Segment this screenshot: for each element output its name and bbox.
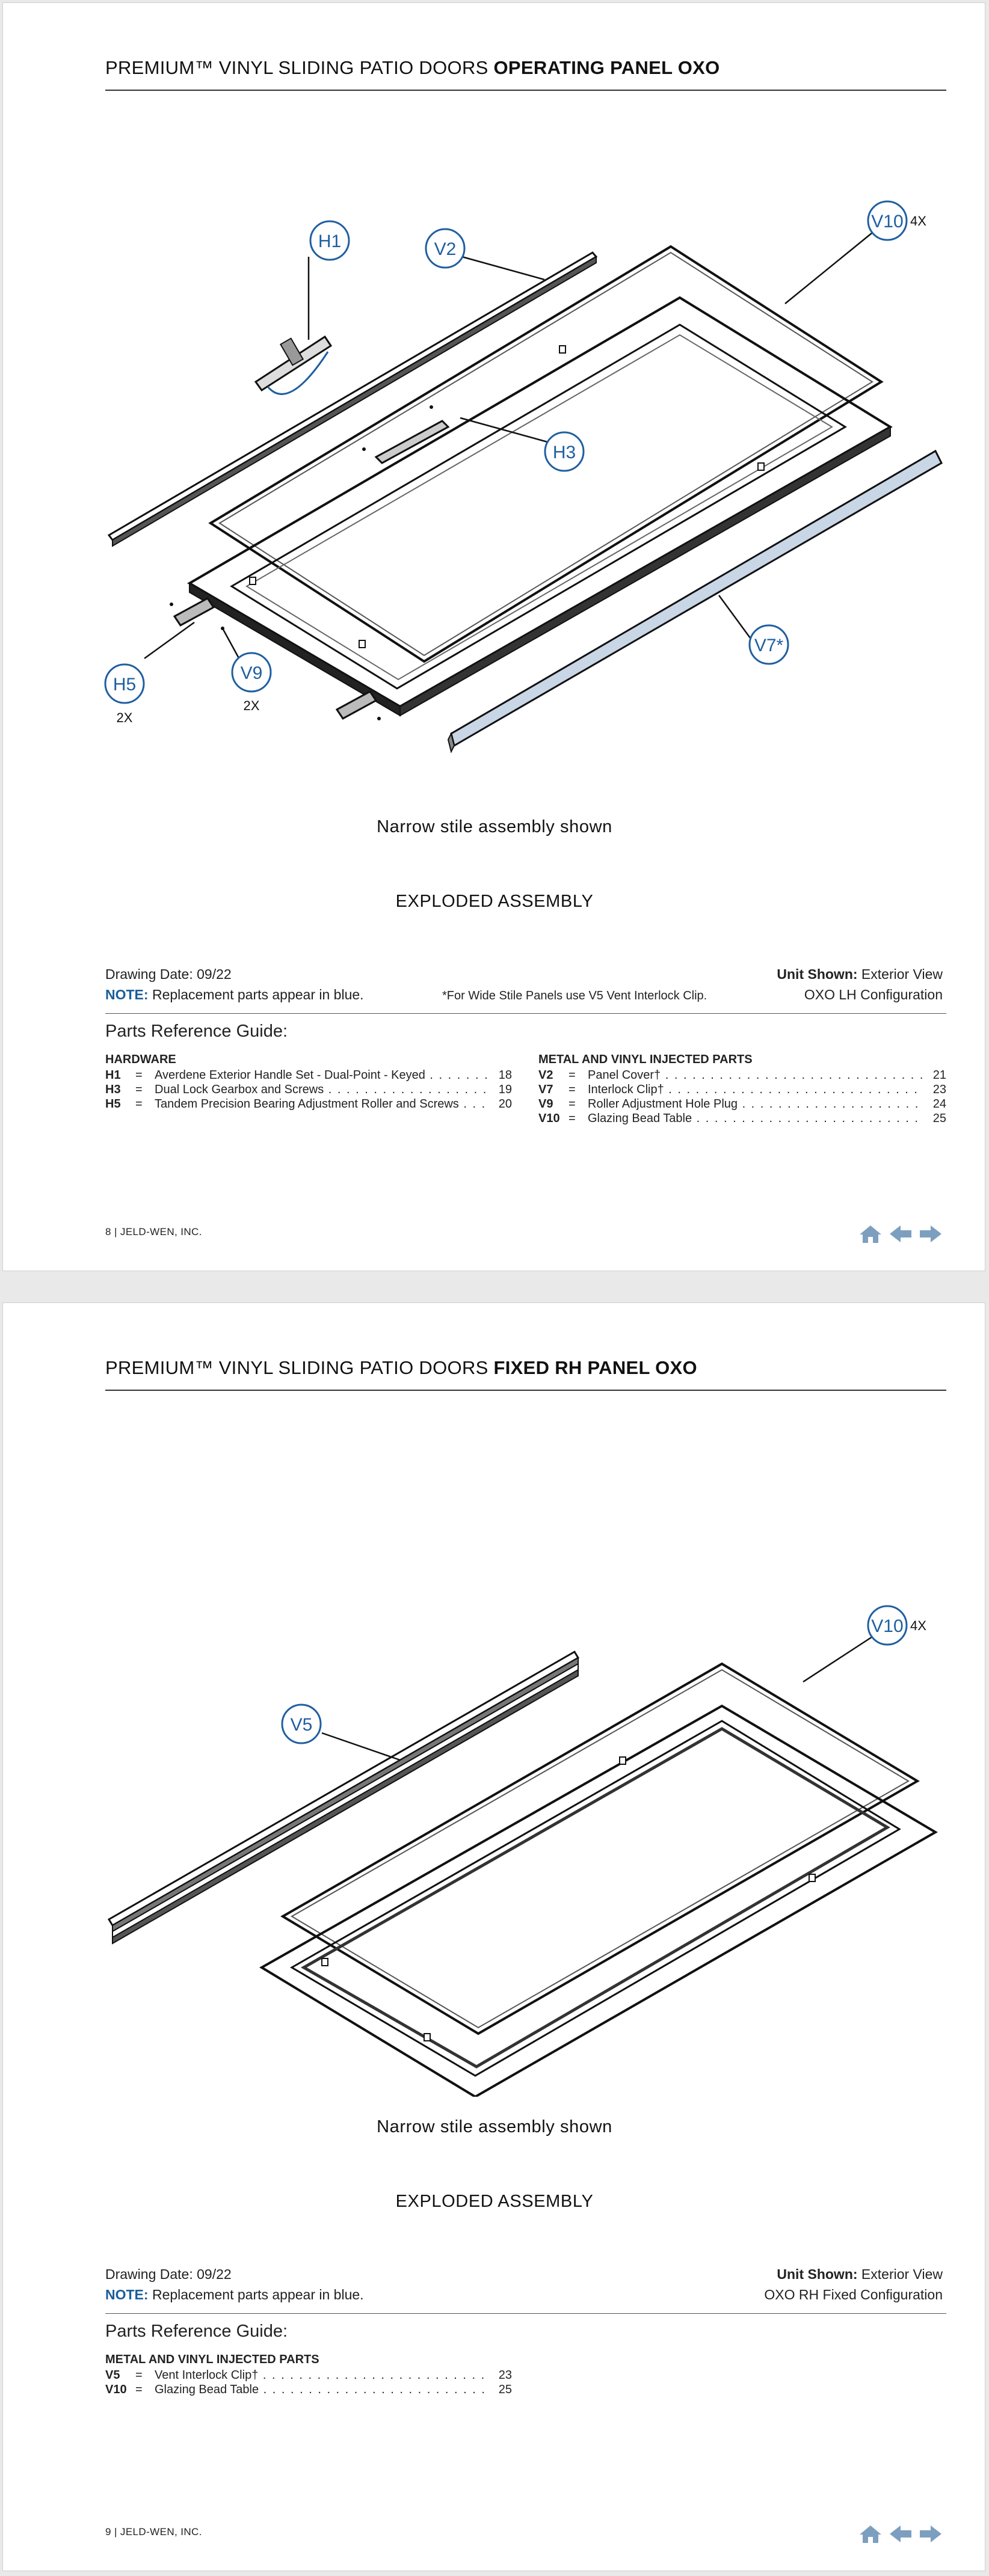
parts-guide-title: Parts Reference Guide: — [105, 2322, 288, 2341]
unit-shown-label: Unit Shown: — [777, 2266, 858, 2282]
part-eq: = — [135, 2383, 143, 2396]
callout-h5 — [105, 664, 144, 725]
note — [105, 2284, 364, 2305]
note-text: Replacement parts appear in blue. — [148, 2287, 364, 2302]
page-9 — [2, 1302, 985, 2571]
unit-shown — [764, 2264, 943, 2284]
part-desc: Tandem Precision Bearing Adjustment Roller and Screws . . . — [155, 1097, 488, 1111]
assembly-caption: Narrow stile assembly shown — [377, 817, 612, 836]
parts-guide-title: Parts Reference Guide: — [105, 1022, 288, 1041]
callout-v5 — [282, 1705, 321, 1743]
page-nav — [858, 2524, 943, 2544]
exploded-caption: EXPLODED ASSEMBLY — [395, 892, 594, 911]
part-page: 25 — [498, 2383, 512, 2396]
part-code: V2 — [538, 1069, 553, 1082]
drawing-meta — [105, 964, 364, 1005]
part-desc: Glazing Bead Table . . . — [155, 2382, 488, 2397]
part-eq: = — [135, 1083, 143, 1096]
callout-v5-label: V5 — [290, 1715, 313, 1735]
vent-interlock-clip-part — [109, 1652, 578, 1943]
part-page: 25 — [932, 1112, 946, 1125]
meta-rule — [105, 2313, 946, 2314]
assembly-caption: Narrow stile assembly shown — [377, 2117, 612, 2136]
handle-set-part — [256, 337, 331, 394]
title-rule — [105, 90, 946, 91]
callout-v10-qty: 4X — [910, 213, 926, 228]
callout-v10-qty: 4X — [910, 1618, 926, 1633]
title-bold: FIXED RH PANEL OXO — [493, 1357, 697, 1378]
part-eq: = — [135, 1069, 143, 1082]
part-page: 18 — [498, 1069, 512, 1082]
configuration: OXO LH Configuration — [804, 987, 943, 1002]
drawing-date: Drawing Date: 09/22 — [105, 2266, 232, 2282]
part-eq: = — [568, 1083, 576, 1096]
part-code: H5 — [105, 1097, 121, 1111]
part-desc: Averdene Exterior Handle Set - Dual-Point - Keyed . . . — [155, 1068, 488, 1082]
part-code: V5 — [105, 2369, 120, 2382]
page-footer: 8 | JELD-WEN, INC. — [105, 1226, 202, 1237]
note-text: Replacement parts appear in blue. — [148, 987, 364, 1002]
callout-v10-label: V10 — [871, 212, 904, 232]
callout-v2-label: V2 — [434, 239, 457, 259]
part-desc: Glazing Bead Table . . . — [588, 1111, 922, 1126]
part-page: 19 — [498, 1083, 512, 1096]
parts-row — [538, 1082, 946, 1097]
exploded-diagram-operating-panel — [3, 99, 986, 797]
home-icon[interactable] — [858, 1224, 883, 1244]
parts-row — [105, 1097, 512, 1111]
part-eq: = — [568, 1097, 576, 1111]
configuration: OXO RH Fixed Configuration — [764, 2287, 943, 2302]
arrow-right-icon[interactable] — [919, 1224, 943, 1244]
parts-row — [105, 1082, 512, 1097]
parts-row — [538, 1111, 946, 1126]
meta-rule — [105, 1013, 946, 1014]
arrow-right-icon[interactable] — [919, 2524, 943, 2544]
page-title — [105, 1357, 946, 1379]
footnote: *For Wide Stile Panels use V5 Vent Interlock Clip. — [442, 989, 707, 1002]
callout-v10-label: V10 — [871, 1616, 904, 1636]
gearbox-part — [362, 405, 448, 463]
callout-v10 — [868, 201, 926, 240]
callout-h1 — [310, 221, 349, 260]
hardware-heading: HARDWARE — [105, 1053, 176, 1066]
parts-row — [105, 2368, 512, 2382]
part-page: 24 — [932, 1097, 946, 1111]
callout-v9 — [232, 653, 271, 713]
part-page: 23 — [932, 1083, 946, 1096]
page-title — [105, 57, 946, 79]
arrow-left-icon[interactable] — [889, 1224, 913, 1244]
part-code: V10 — [105, 2383, 127, 2396]
part-code: V7 — [538, 1083, 553, 1096]
parts-row — [538, 1097, 946, 1111]
panel-cover-part — [109, 253, 596, 546]
metal-vinyl-parts-list — [538, 1053, 946, 1126]
unit-shown-value: Exterior View — [857, 966, 943, 982]
part-code: H1 — [105, 1069, 121, 1082]
title-regular: PREMIUM™ VINYL SLIDING PATIO DOORS — [105, 57, 494, 78]
page-footer: 9 | JELD-WEN, INC. — [105, 2526, 202, 2538]
title-rule — [105, 1390, 946, 1391]
page-nav — [858, 1224, 943, 1244]
part-desc: Interlock Clip† . . . — [588, 1082, 922, 1097]
callout-h3-label: H3 — [552, 443, 576, 462]
callout-v7-label: V7* — [754, 636, 784, 655]
parts-row — [538, 1068, 946, 1082]
arrow-left-icon[interactable] — [889, 2524, 913, 2544]
unit-meta — [777, 964, 943, 1005]
part-desc: Dual Lock Gearbox and Screws . . . — [155, 1082, 488, 1097]
callout-h3 — [545, 432, 584, 471]
parts-row — [105, 1068, 512, 1082]
glazing-bead-frame-part — [283, 1664, 917, 2034]
callout-h5-qty: 2X — [116, 710, 133, 725]
unit-shown-label: Unit Shown: — [777, 966, 858, 982]
unit-meta — [764, 2264, 943, 2305]
exploded-diagram-fixed-panel — [3, 1399, 986, 2097]
title-regular: PREMIUM™ VINYL SLIDING PATIO DOORS — [105, 1357, 494, 1378]
part-eq: = — [135, 2369, 143, 2382]
part-desc: Vent Interlock Clip† . . . — [155, 2368, 488, 2382]
note-label: NOTE: — [105, 2287, 149, 2302]
part-eq: = — [135, 1097, 143, 1111]
metal-heading: METAL AND VINYL INJECTED PARTS — [538, 1053, 753, 1066]
part-desc: Roller Adjustment Hole Plug . . . — [588, 1097, 922, 1111]
page-8 — [2, 2, 985, 1271]
drawing-date: Drawing Date: 09/22 — [105, 966, 232, 982]
part-desc: Panel Cover† . . . — [588, 1068, 922, 1082]
callout-v2 — [426, 229, 464, 268]
parts-row — [105, 2382, 512, 2397]
callout-v10 — [868, 1606, 926, 1645]
unit-shown-value: Exterior View — [857, 2266, 943, 2282]
callout-v9-label: V9 — [240, 663, 263, 683]
part-page: 20 — [498, 1097, 512, 1111]
unit-shown — [777, 964, 943, 984]
callout-v7 — [750, 625, 788, 664]
note — [105, 984, 364, 1005]
fixed-panel-part — [262, 1706, 935, 2097]
part-page: 23 — [498, 2369, 512, 2382]
part-eq: = — [568, 1112, 576, 1125]
part-eq: = — [568, 1069, 576, 1082]
title-bold: OPERATING PANEL OXO — [493, 57, 720, 78]
part-code: V10 — [538, 1112, 560, 1125]
part-page: 21 — [932, 1069, 946, 1082]
part-code: V9 — [538, 1097, 553, 1111]
callout-v9-qty: 2X — [243, 698, 260, 713]
hardware-parts-list — [105, 1053, 512, 1111]
metal-vinyl-parts-list — [105, 2353, 512, 2397]
exploded-caption: EXPLODED ASSEMBLY — [395, 2192, 594, 2211]
callout-h5-label: H5 — [112, 675, 137, 695]
callout-h1-label: H1 — [318, 232, 342, 251]
home-icon[interactable] — [858, 2524, 883, 2544]
part-code: H3 — [105, 1083, 121, 1096]
metal-heading: METAL AND VINYL INJECTED PARTS — [105, 2353, 319, 2366]
note-label: NOTE: — [105, 987, 149, 1002]
drawing-meta — [105, 2264, 364, 2305]
